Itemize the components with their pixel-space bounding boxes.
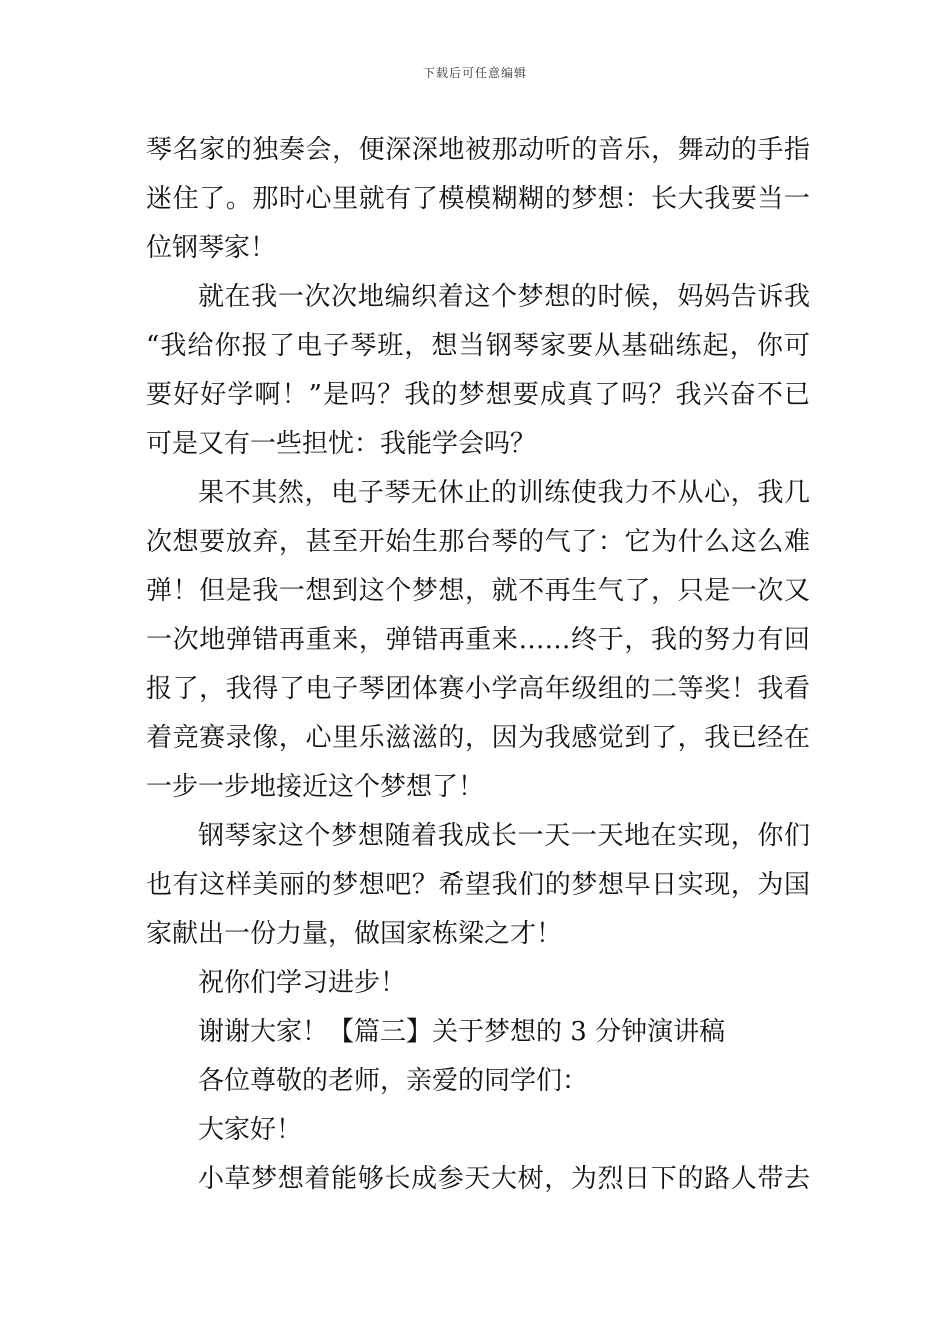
text-line: 报了，我得了电子琴团体赛小学高年级组的二等奖！我看 (146, 674, 810, 704)
text-line: 也有这样美丽的梦想吧？希望我们的梦想早日实现，为国 (146, 870, 810, 900)
document-body (146, 126, 810, 1204)
text-line: 迷住了。那时心里就有了模模糊糊的梦想：长大我要当一 (146, 184, 810, 214)
text-line: 各位尊敬的老师，亲爱的同学们： (198, 1066, 589, 1096)
page-header: 下载后可任意编辑 (422, 66, 527, 80)
text-line: 大家好！ (198, 1115, 303, 1145)
text-line: 家献出一份力量，做国家栋梁之才！ (146, 919, 563, 949)
text-line: 次想要放弃，甚至开始生那台琴的气了：它为什么这么难 (146, 527, 810, 557)
text-line: 位钢琴家！ (146, 233, 277, 263)
text-line: 钢琴家这个梦想随着我成长一天一天地在实现，你们 (198, 821, 810, 851)
text-line: 就在我一次次地编织着这个梦想的时候，妈妈告诉我 (198, 282, 810, 312)
text-line: 可是又有一些担忧：我能学会吗？ (146, 429, 537, 459)
text-line: “我给你报了电子琴班，想当钢琴家要从基础练起，你可 (146, 331, 810, 361)
text-line: 小草梦想着能够长成参天大树，为烈日下的路人带去 (198, 1164, 810, 1194)
text-line: 祝你们学习进步！ (198, 968, 407, 998)
text-line: 要好好学啊！”是吗？我的梦想要成真了吗？我兴奋不已 (146, 380, 810, 410)
text-line: 弹！但是我一想到这个梦想，就不再生气了，只是一次又 (146, 576, 810, 606)
text-line: 一次地弹错再重来，弹错再重来……终于，我的努力有回 (146, 625, 810, 655)
text-line: 一步一步地接近这个梦想了！ (146, 772, 485, 802)
text-line: 果不其然，电子琴无休止的训练使我力不从心，我几 (198, 478, 810, 508)
text-line: 着竞赛录像，心里乐滋滋的，因为我感觉到了，我已经在 (146, 723, 810, 753)
text-line: 谢谢大家！【篇三】关于梦想的 3 分钟演讲稿 (198, 1017, 726, 1047)
text-line: 琴名家的独奏会，便深深地被那动听的音乐，舞动的手指 (146, 135, 810, 165)
